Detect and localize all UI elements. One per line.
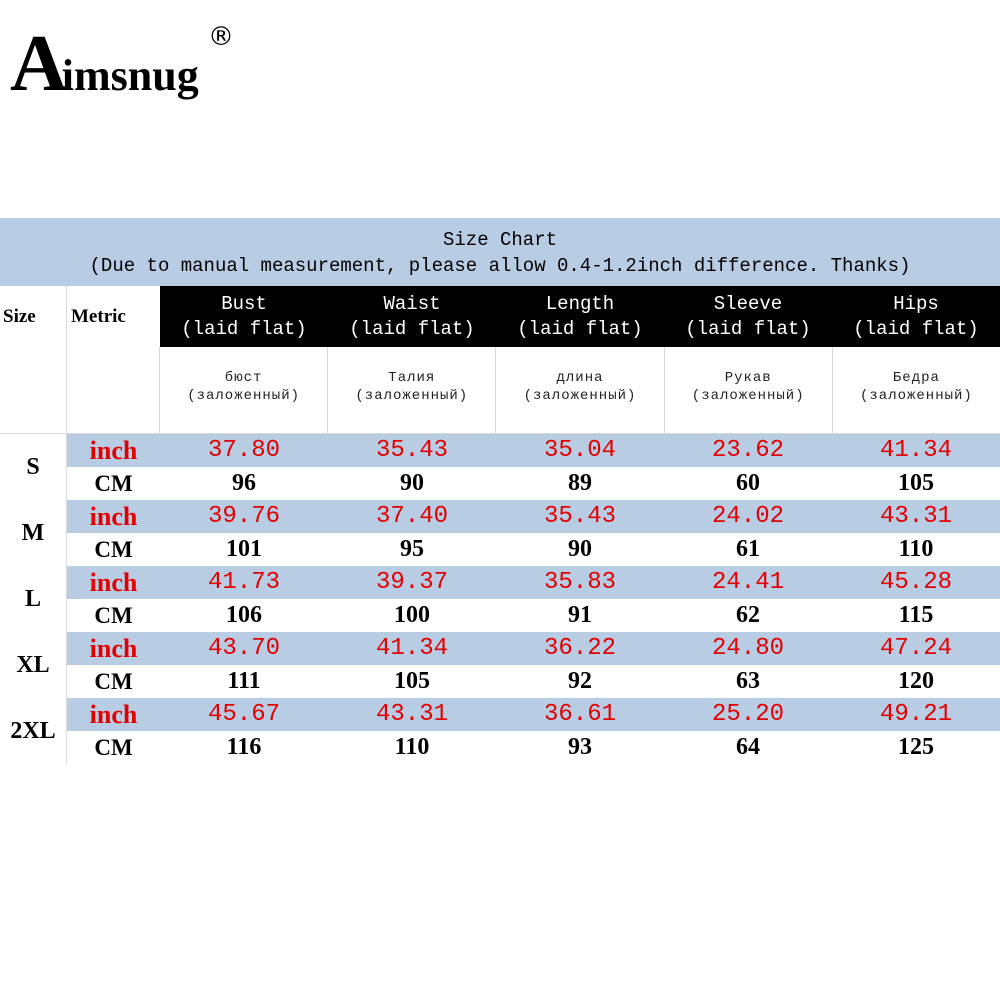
size-rows (67, 698, 1000, 764)
brand-logo (10, 20, 234, 108)
chart-title-band (0, 218, 1000, 286)
measurement-value: 105 (898, 470, 934, 496)
header-col-name: Hips (893, 293, 939, 315)
measurement-value: 92 (568, 668, 592, 694)
header-col-length (496, 286, 664, 347)
measurement-value: 45.28 (879, 569, 952, 596)
size-group-xl (0, 632, 1000, 698)
measurement-value: 62 (736, 602, 760, 628)
metric-cell: inch (89, 567, 138, 597)
metric-cell: inch (89, 435, 138, 465)
measurement-value: 106 (226, 602, 262, 628)
header-col-hips (832, 286, 1000, 347)
inch-row (67, 434, 1000, 467)
measurement-value: 36.61 (543, 701, 616, 728)
measurement-value: 116 (226, 734, 262, 760)
header-col-sub: (laid flat) (853, 318, 979, 340)
size-rows (67, 434, 1000, 500)
header-col-sleeve (664, 286, 832, 347)
size-label: M (0, 500, 67, 566)
measurement-value: 64 (736, 734, 760, 760)
russian-col-sleeve (665, 347, 833, 433)
russian-header-row (0, 347, 1000, 434)
size-group-2xl (0, 698, 1000, 764)
logo-initial: A (10, 20, 68, 108)
measurement-value: 35.43 (375, 437, 448, 464)
header-size: Size (0, 286, 67, 347)
russian-header-columns (160, 347, 1000, 433)
size-group-l (0, 566, 1000, 632)
measurement-value: 61 (736, 536, 760, 562)
measurement-value: 91 (568, 602, 592, 628)
header-col-name: Waist (383, 293, 441, 315)
metric-cell: inch (89, 699, 138, 729)
measurement-value: 24.41 (711, 569, 784, 596)
measurement-value: 89 (568, 470, 592, 496)
measurement-value: 95 (400, 536, 424, 562)
size-label: S (0, 434, 67, 500)
measurement-value: 101 (226, 536, 262, 562)
measurement-value: 41.34 (375, 635, 448, 662)
russian-col-name: Талия (388, 370, 436, 386)
metric-cell: inch (89, 633, 138, 663)
measurement-value: 93 (568, 734, 592, 760)
measurement-value: 43.31 (879, 503, 952, 530)
russian-col-waist (328, 347, 496, 433)
russian-col-name: Бедра (892, 370, 940, 386)
measurement-value: 110 (394, 734, 430, 760)
size-rows (67, 566, 1000, 632)
size-group-m (0, 500, 1000, 566)
metric-cell: CM (94, 536, 133, 562)
measurement-value: 36.22 (543, 635, 616, 662)
measurement-value: 35.04 (543, 437, 616, 464)
metric-cell: CM (94, 668, 133, 694)
size-group-s (0, 434, 1000, 500)
russian-col-name: бюст (224, 370, 263, 386)
measurement-value: 43.31 (375, 701, 448, 728)
header-col-waist (328, 286, 496, 347)
chart-note: (Due to manual measurement, please allow 0.4-1.2inch difference. Thanks) (89, 255, 911, 277)
measurement-value: 96 (232, 470, 256, 496)
header-row (0, 286, 1000, 347)
metric-cell: inch (89, 501, 138, 531)
measurement-value: 24.80 (711, 635, 784, 662)
header-col-name: Length (545, 293, 615, 315)
header-col-sub: (laid flat) (517, 318, 643, 340)
measurement-value: 43.70 (207, 635, 280, 662)
measurement-value: 24.02 (711, 503, 784, 530)
russian-col-sub: (заложенный) (187, 388, 301, 404)
measurement-value: 90 (568, 536, 592, 562)
russian-col-sub: (заложенный) (523, 388, 637, 404)
header-columns (160, 286, 1000, 347)
header-col-sub: (laid flat) (181, 318, 307, 340)
size-rows (67, 500, 1000, 566)
size-label: 2XL (0, 698, 67, 764)
cm-row (67, 599, 1000, 632)
russian-col-name: длина (556, 370, 604, 386)
metric-cell: CM (94, 470, 133, 496)
measurement-value: 45.67 (207, 701, 280, 728)
header-col-bust (160, 286, 328, 347)
size-label: L (0, 566, 67, 632)
measurement-value: 37.80 (207, 437, 280, 464)
header-col-sub: (laid flat) (349, 318, 475, 340)
cm-row (67, 731, 1000, 764)
measurement-value: 35.83 (543, 569, 616, 596)
size-rows (67, 632, 1000, 698)
measurement-value: 41.34 (879, 437, 952, 464)
header-col-name: Bust (221, 293, 267, 315)
russian-col-bust (160, 347, 328, 433)
registered-mark: ® (208, 22, 234, 52)
measurement-value: 125 (898, 734, 934, 760)
measurement-value: 39.76 (207, 503, 280, 530)
size-chart (0, 218, 1000, 764)
measurement-value: 100 (394, 602, 430, 628)
measurement-value: 39.37 (375, 569, 448, 596)
russian-header-spacer (0, 347, 67, 433)
measurement-value: 37.40 (375, 503, 448, 530)
measurement-value: 90 (400, 470, 424, 496)
cm-row (67, 467, 1000, 500)
russian-col-sub: (заложенный) (860, 388, 973, 404)
inch-row (67, 566, 1000, 599)
measurement-value: 110 (898, 536, 934, 562)
size-label: XL (0, 632, 67, 698)
cm-row (67, 533, 1000, 566)
measurement-value: 63 (736, 668, 760, 694)
measurement-value: 115 (898, 602, 934, 628)
measurement-value: 47.24 (879, 635, 952, 662)
measurement-value: 35.43 (543, 503, 616, 530)
russian-col-sub: (заложенный) (691, 388, 805, 404)
russian-col-length (496, 347, 664, 433)
chart-title: Size Chart (442, 229, 558, 251)
header-metric: Metric (67, 286, 160, 347)
measurement-value: 111 (227, 668, 261, 694)
metric-cell: CM (94, 734, 133, 760)
cm-row (67, 665, 1000, 698)
measurement-value: 105 (394, 668, 430, 694)
russian-col-name: Рукав (724, 370, 772, 386)
inch-row (67, 500, 1000, 533)
measurement-value: 41.73 (207, 569, 280, 596)
metric-cell: CM (94, 602, 133, 628)
inch-row (67, 698, 1000, 731)
measurement-value: 23.62 (711, 437, 784, 464)
measurement-value: 25.20 (711, 701, 784, 728)
measurement-value: 120 (898, 668, 934, 694)
size-table-body (0, 434, 1000, 764)
header-col-name: Sleeve (713, 293, 783, 315)
inch-row (67, 632, 1000, 665)
measurement-value: 49.21 (879, 701, 952, 728)
russian-header-spacer (67, 347, 160, 433)
header-col-sub: (laid flat) (685, 318, 811, 340)
russian-col-sub: (заложенный) (355, 388, 469, 404)
russian-col-hips (833, 347, 1000, 433)
measurement-value: 60 (736, 470, 760, 496)
logo-rest: imsnug (61, 51, 199, 100)
